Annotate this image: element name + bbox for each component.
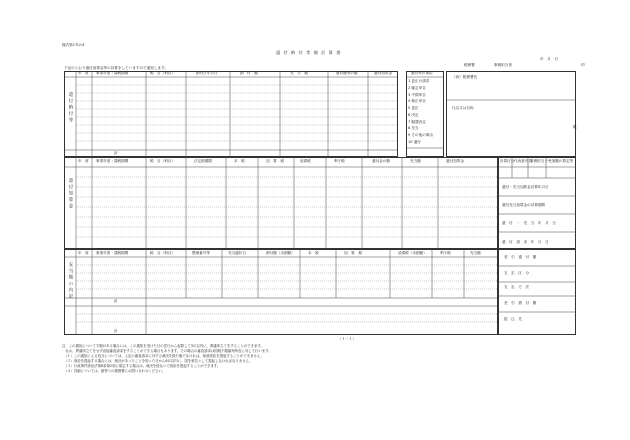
col-delinq-unpaid: 延滞税（未納額） [398, 251, 427, 255]
reason-item: 2 確定申告 [408, 85, 426, 90]
issue-date: 年 月 日 [540, 57, 558, 61]
col-refund-addition: 還付加算金 [374, 71, 392, 75]
refund-section-label: 還付納付等 [68, 92, 73, 124]
person-in-charge: 事務担当者 [494, 63, 512, 67]
addition-section-label: 還付加算金 [68, 178, 73, 210]
honorific: 殿 [573, 125, 577, 129]
note-line: （１）この通知による処分については、上記の審査請求に対する裁決を経た後でなければ、取消訴訟を提起することができません。 [62, 354, 264, 358]
page-ref: （１－１） [338, 337, 356, 341]
col-year: 年 度 [78, 159, 89, 163]
side-item: 差 引 還 付 額 [504, 255, 537, 259]
sub-caption: 下記のとおり還付加算金等の計算をしていますので通知します。 [64, 66, 168, 70]
col-main-tax: 本 税 [308, 251, 319, 255]
stamp-mark: 印 [581, 63, 585, 67]
side-item: 還付充当加算金の計算期間 [502, 203, 546, 207]
appropriation-section-label: 充当額の内訳 [68, 262, 73, 301]
col-year: 年 度 [78, 71, 89, 75]
side-item: 差 引 納 付 額 [504, 301, 537, 305]
bottom-total-label-2: 計 [114, 329, 118, 333]
note-line: （３）行政事件訴訟法第8条第2項に規定する場合は、裁決を経ないで訴訟を提起することができます。 [62, 364, 221, 368]
calc-class: 計算区分 [500, 159, 515, 163]
col-refund: 還付金の額 [372, 159, 390, 163]
col-delinquency: 延滞税 [300, 159, 311, 163]
side-item: 還 付 ・ 充 当 年 月 日 [502, 221, 556, 225]
col-main-tax: 本 税 [234, 159, 245, 163]
side-item: 支 払 区 分 [504, 271, 530, 275]
col-tax-item: 税 目（科目） [150, 71, 176, 75]
reason-item: 1 更正の請求 [408, 79, 430, 83]
calc-basis: 充当額の算定等 [548, 159, 574, 163]
col-refund-amount: 還付額等の額 [336, 71, 358, 75]
col-pay-date: 納付日年月日 [196, 71, 218, 75]
document-title: 還 付 納 付 等 額 計 算 書 [276, 50, 342, 55]
col-period: 事業年度・課税期間 [96, 251, 129, 255]
col-additional: 加 算 税 [266, 159, 284, 163]
reason-item: 10 還付 [408, 140, 421, 145]
tax-office: 税務署 [464, 63, 475, 67]
note-line: なお、異議申立てをせず直接審査請求をすることができる場合もあります。その場合の審査請求は国税不服審判所長に対して行います。 [62, 349, 272, 353]
side-item: 振 込 先 [504, 317, 522, 321]
col-period: 事業年度・課税期間 [96, 159, 129, 163]
side-item: 支 払 方 法 [504, 285, 530, 289]
reason-item: 3 中間申告 [408, 92, 426, 97]
col-applied: 充当額 [410, 159, 421, 163]
col-interest: 利子税 [334, 159, 345, 163]
col-tax-item: 税 目（科目） [150, 251, 176, 255]
representative: 代表者氏名 [514, 159, 532, 163]
note-line: 注 この通知について不服がある場合には、この通知を受けた日の翌日から起算して3月以内に、異議申立てをすることができます。 [62, 344, 264, 348]
col-applicable-date: 充当適状日 [228, 251, 246, 255]
col-tax-item: 税 目（科目） [150, 159, 176, 163]
col-applied-amount: 充当額 [470, 251, 481, 255]
reason-item: 8 充当 [408, 126, 419, 131]
col-deadline: 法定納期限 [194, 159, 212, 163]
top-total-label: 計 [114, 151, 118, 155]
col-period: 事業年度・課税期間 [96, 71, 129, 75]
bottom-total-label: 計 [114, 299, 118, 303]
col-unpaid: 納付額（未納額） [266, 251, 295, 255]
reason-item: 7 賦課決定 [408, 119, 426, 124]
reason-item: 4 修正申告 [408, 99, 426, 104]
reason-item: 6 決定 [408, 112, 419, 117]
staff-code: 事務担当コード [530, 159, 556, 163]
side-item: 還付・充当加算金計算年月日 [502, 185, 549, 189]
col-addition: 還付加算金 [446, 159, 464, 163]
name-label: 氏名又は名称 [452, 106, 474, 110]
office-name: （西）税務署長 [452, 75, 478, 79]
reason-item: 9 その他の事由 [408, 133, 433, 138]
col-interest: 利子税 [440, 251, 451, 255]
form-number: 様式第1号の4 [62, 43, 85, 47]
col-ref-number: 整理番号等 [192, 251, 210, 255]
col-pay-amount: 納 付 額 [240, 71, 258, 75]
reason-header: 還付等の事由 [411, 71, 433, 75]
note-line: （４）詳細については、最寄りの税務署にお問い合わせください。 [62, 369, 166, 373]
footer-notes [62, 344, 578, 374]
col-year: 年 度 [78, 251, 89, 255]
col-additional: 加 算 税 [344, 251, 362, 255]
reason-item: 5 更正 [408, 106, 419, 111]
col-appropriation: 充 当 額 [290, 71, 308, 75]
side-item: 還 付 請 求 年 月 日 [502, 240, 549, 244]
note-line: （２）訴訟を提起する場合には、裁決があったことを知った日から6月以内に、国を被告として提起しなければなりません。 [62, 359, 253, 363]
